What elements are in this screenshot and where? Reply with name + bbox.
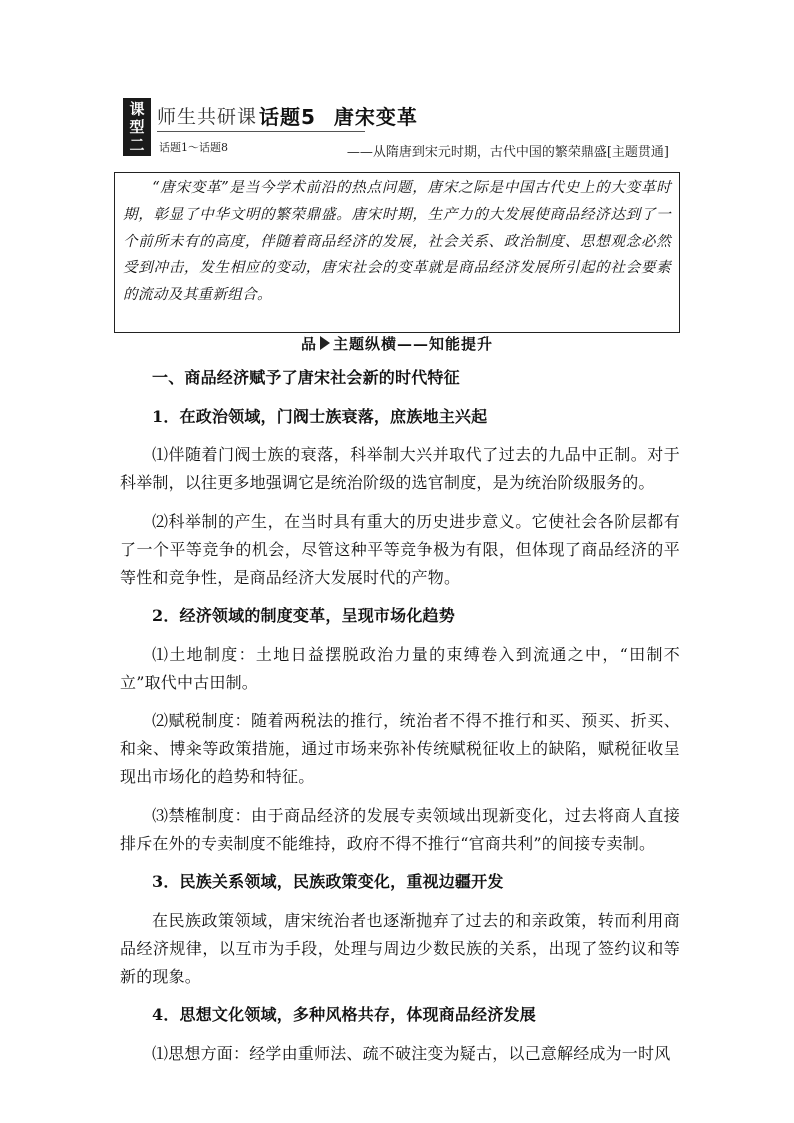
paragraph: ⑴土地制度：土地日益摆脱政治力量的束缚卷入到流通之中，“田制不立”取代中古田制。 [120, 644, 680, 692]
badge-char: 二 [129, 135, 145, 154]
subheading-politics: 1．在政治领域，门阀士族衰落，庶族地主兴起 [152, 406, 488, 426]
intro-text: “唐宋变革”是当今学术前沿的热点问题，唐宋之际是中国古代史上的大变革时期，彰显了中华文明的繁荣鼎盛。唐宋时期，生产力的大发展使商品经济达到了一个前所未有的高度，伴随着商品经济的发展，社会关系、政治制度、思想观念必然受到冲击，发生相应的变动，唐宋社会的变革就是商品经济发展所引起的社会要素的流动及其重新组合。 [123, 179, 671, 304]
section-prefix: 品 [300, 335, 317, 353]
intro-box [114, 172, 680, 333]
play-arrow-icon [320, 336, 330, 350]
main-content [120, 364, 680, 1078]
paragraph: ⑵赋税制度：随着两税法的推行，统治者不得不推行和买、预买、折买、和籴、博籴等政策措施，通过市场来弥补传统赋税征收上的缺陷，赋税征收呈现出市场化的趋势和特征。 [120, 711, 680, 786]
heading-level1: 一、商品经济赋予了唐宋社会新的时代特征 [152, 368, 460, 387]
topic-subtitle: ——从隋唐到宋元时期，古代中国的繁荣鼎盛[主题贯通] [346, 145, 669, 160]
paragraph: ⑵科举制的产生，在当时具有重大的历史进步意义。它使社会各阶层都有了一个平等竞争的机会，尽管这种平等竞争极为有限，但体现了商品经济的平等性和竞争性，是商品经济大发展时代的产物。 [120, 511, 680, 587]
paragraph: ⑴思想方面：经学由重师法、疏不破注变为疑古，以己意解经成为一时风 [152, 1043, 671, 1063]
topic-number: 话题5 [259, 105, 316, 129]
paragraph: ⑶禁榷制度：由于商品经济的发展专卖领域出现新变化，过去将商人直接排斥在外的专卖制度不能维持，政府不得不推行“官商共利”的间接专卖制。 [120, 805, 680, 853]
page-header [123, 98, 683, 160]
header-divider [157, 131, 365, 132]
subheading-economy: 2．经济领域的制度变革，呈现市场化趋势 [152, 606, 455, 625]
badge-char: 型 [129, 117, 145, 136]
topic-name: 唐宋变革 [333, 105, 418, 129]
subheading-ethnic-relations: 3．民族关系领域，民族政策变化，重视边疆开发 [152, 872, 504, 891]
section-title: 主题纵横——知能提升 [333, 335, 494, 353]
lesson-type-badge [123, 98, 151, 156]
lesson-range-label: 话题1～话题8 [159, 141, 228, 154]
paragraph: 在民族政策领域，唐宋统治者也逐渐抛弃了过去的和亲政策，转而利用商品经济规律，以互市为手段，处理与周边少数民族的关系，出现了签约议和等新的现象。 [120, 910, 680, 986]
subheading-culture: 4．思想文化领域，多种风格共存，体现商品经济发展 [152, 1005, 536, 1024]
paragraph: ⑴伴随着门阀士族的衰落，科举制大兴并取代了过去的九品中正制。对于科举制，以往更多地强调它是统治阶级的选官制度，是为统治阶级服务的。 [120, 445, 680, 492]
topic-title [259, 101, 418, 130]
lesson-type-label: 师生共研课 [157, 106, 258, 128]
badge-char: 课 [129, 99, 145, 118]
section-heading [0, 333, 794, 354]
